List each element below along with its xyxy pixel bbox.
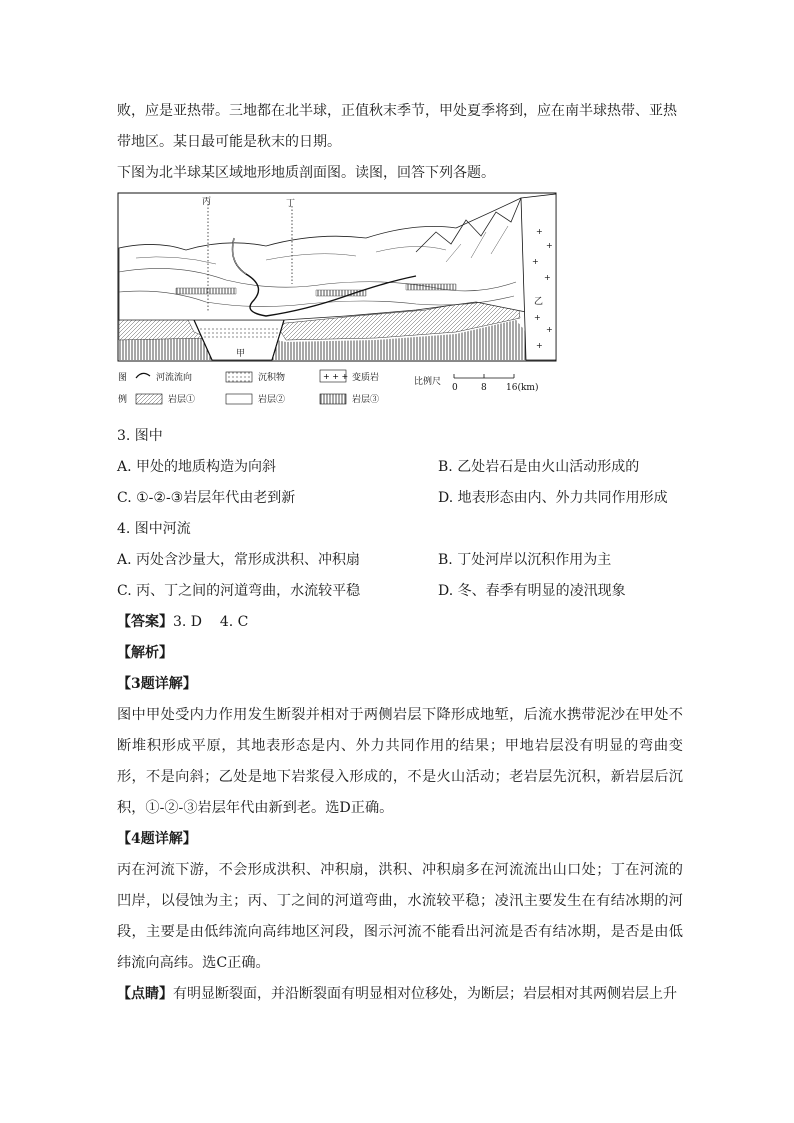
svg-text:+: +	[534, 313, 541, 322]
legend-sediment-icon	[226, 372, 252, 382]
legend-rock2-icon	[226, 394, 252, 404]
q3-detail-text: 图中甲处受内力作用发生断裂并相对于两侧岩层下降形成地堑，后流水携带泥沙在甲处不断堆积形成平原，其地表形态是内、外力共同作用的结果；甲地岩层没有明显的弯曲变形，不是向斜；乙处是地下岩浆侵入形成的，不是火山活动；老岩层先沉积，新岩层后沉积，①-②-③岩层年代由新到老。选D正确。	[117, 707, 683, 816]
graben-sediment	[198, 326, 280, 340]
label-ding: 丁	[286, 199, 296, 209]
svg-text:+: +	[532, 257, 539, 266]
legend-rock2: 岩层②	[258, 395, 286, 405]
tip-line	[117, 984, 677, 1004]
q4-detail-text: 丙在河流下游，不会形成洪积、冲积扇，洪积、冲积扇多在河流流出山口处；丁在河流的凹岸，以侵蚀为主；丙、丁之间的河道弯曲，水流较平稳；凌汛主要发生在有结冰期的河段，主要是由低纬流向高纬地区河段，图示河流不能看出河流是否有结冰期，是否是由低纬流向高纬。选C正确。	[117, 862, 683, 971]
q3-option-d: D. 地表形态由内、外力共同作用形成	[438, 490, 668, 506]
answer-line	[117, 612, 248, 632]
intro-line-3: 下图为北半球某区域地形地质剖面图。读图，回答下列各题。	[117, 165, 495, 181]
analysis-label: 【解析】	[117, 645, 173, 661]
legend-river: 河流流向	[156, 373, 193, 383]
answer-value: 3. D 4. C	[173, 614, 249, 630]
svg-text:+ + +: + + +	[323, 372, 349, 381]
intro-line-2: 带地区。某日最可能是秋末的日期。	[117, 134, 341, 150]
q4-detail-label: 【4题详解】	[117, 831, 197, 847]
figure-legend	[118, 370, 538, 405]
svg-text:+: +	[546, 325, 553, 334]
geologic-profile-figure	[116, 192, 560, 414]
q4-option-b: B. 丁处河岸以沉积作用为主	[438, 552, 612, 568]
scale-0: 0	[452, 383, 458, 393]
legend-rock3-icon	[320, 394, 346, 404]
label-bing: 丙	[202, 197, 212, 207]
legend-title-1: 图	[118, 373, 128, 383]
q3-option-a: A. 甲处的地质构造为向斜	[117, 459, 277, 475]
q3-stem: 3. 图中	[117, 428, 163, 444]
metamorphic-yi	[521, 194, 556, 360]
tip-text: 有明显断裂面，并沿断裂面有明显相对位移处，为断层；岩层相对其两侧岩层上升	[173, 986, 677, 1002]
label-yi: 乙	[534, 297, 544, 307]
scale-16: 16(km)	[506, 383, 539, 393]
legend-metamorphic: 变质岩	[352, 373, 380, 383]
q4-option-d: D. 冬、春季有明显的凌汛现象	[438, 583, 626, 599]
q4-option-a: A. 丙处含沙量大，常形成洪积、冲积扇	[117, 552, 361, 568]
intro-line-1: 败，应是亚热带。三地都在北半球，正值秋末季节，甲处夏季将到，应在南半球热带、亚热	[117, 103, 677, 119]
profile-diagram	[116, 192, 560, 414]
q3-detail-label: 【3题详解】	[117, 676, 197, 692]
legend-rock1-icon	[136, 394, 162, 404]
legend-title-2: 例	[118, 395, 128, 405]
legend-rock1: 岩层①	[168, 395, 196, 405]
answer-label: 【答案】	[117, 614, 173, 630]
svg-text:+: +	[546, 241, 553, 250]
q4-option-c: C. 丙、丁之间的河道弯曲，水流较平稳	[117, 583, 361, 599]
scale-8: 8	[481, 383, 487, 393]
q3-option-b: B. 乙处岩石是由火山活动形成的	[438, 459, 640, 475]
legend-rock3: 岩层③	[352, 395, 380, 405]
q4-stem: 4. 图中河流	[117, 521, 191, 537]
scale-label: 比例尺	[414, 377, 442, 387]
svg-text:+: +	[544, 273, 551, 282]
legend-river-icon	[136, 373, 150, 378]
label-jia: 甲	[236, 349, 246, 359]
legend-sediment: 沉积物	[258, 373, 286, 383]
svg-text:+: +	[536, 227, 543, 236]
svg-text:+: +	[536, 341, 543, 350]
q3-option-c: C. ①-②-③岩层年代由老到新	[117, 490, 296, 506]
tip-label: 【点睛】	[117, 986, 173, 1002]
